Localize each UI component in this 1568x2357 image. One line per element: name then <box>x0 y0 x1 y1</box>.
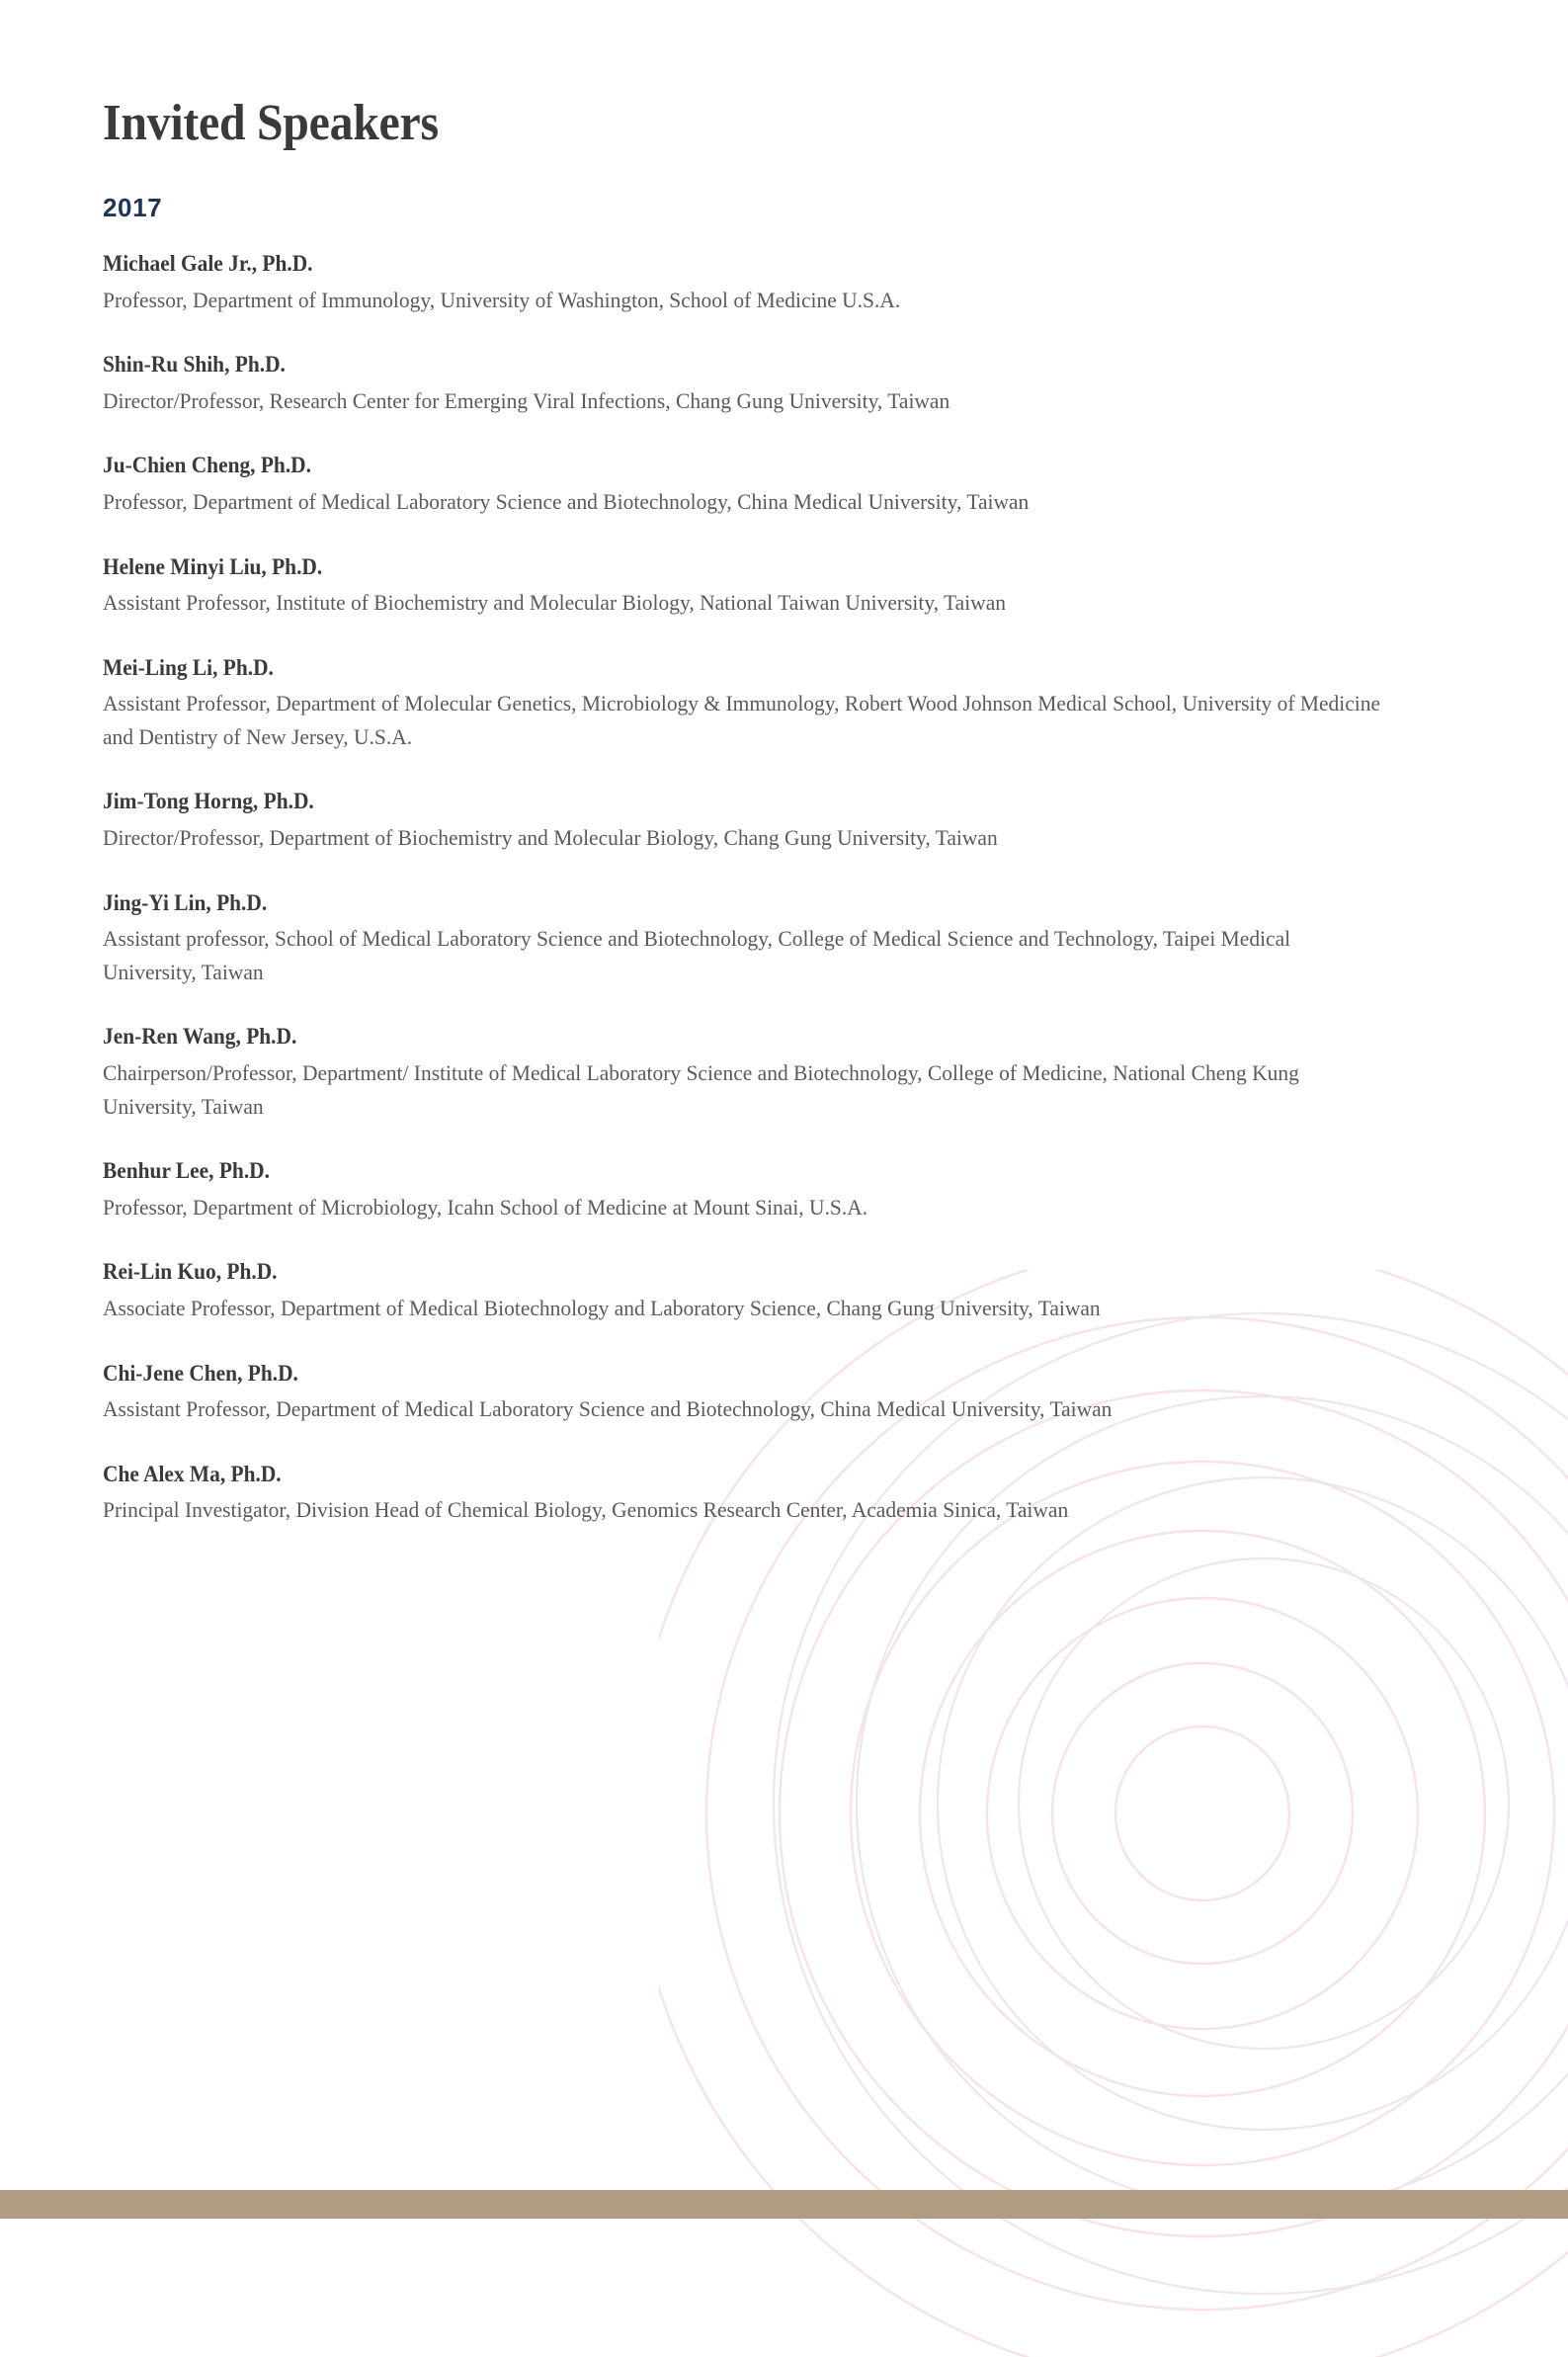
speaker-name: Rei-Lin Kuo, Ph.D. <box>103 1259 278 1285</box>
list-item <box>103 350 1449 417</box>
speaker-name: Shin-Ru Shih, Ph.D. <box>103 352 286 378</box>
speaker-name: Mei-Ling Li, Ph.D. <box>103 654 274 680</box>
speaker-name: Jing-Yi Lin, Ph.D. <box>103 889 268 915</box>
list-item <box>103 1359 1449 1426</box>
list-item <box>103 787 1449 854</box>
list-item <box>103 653 1449 754</box>
speaker-affiliation: Director/Professor, Department of Biochemistry and Molecular Biology, Chang Gung University, Taiwan <box>103 824 998 850</box>
year-heading-2017: 2017 <box>103 193 163 223</box>
list-item <box>103 888 1449 989</box>
speaker-name: Jim-Tong Horng, Ph.D. <box>103 789 314 814</box>
speaker-affiliation: Assistant professor, School of Medical Laboratory Science and Biotechnology, College of Medical Science and Technology, Taipei Medical University, Taiwan <box>103 925 1291 984</box>
speaker-name: Ju-Chien Cheng, Ph.D. <box>103 453 311 478</box>
page-title: Invited Speakers <box>103 95 439 151</box>
list-item <box>103 552 1449 620</box>
list-item <box>103 1257 1449 1324</box>
speaker-name: Benhur Lee, Ph.D. <box>103 1158 270 1184</box>
speaker-affiliation: Assistant Professor, Department of Molecular Genetics, Microbiology & Immunology, Robert Wood Johnson Medical School, University of Medicine and Dentistry of New Jersey, U.S.A. <box>103 690 1381 749</box>
speaker-name: Chi-Jene Chen, Ph.D. <box>103 1360 298 1386</box>
speaker-name: Jen-Ren Wang, Ph.D. <box>103 1024 297 1050</box>
list-item <box>103 249 1449 316</box>
speaker-name: Che Alex Ma, Ph.D. <box>103 1461 282 1486</box>
speaker-name: Helene Minyi Liu, Ph.D. <box>103 553 323 579</box>
speaker-affiliation: Assistant Professor, Department of Medical Laboratory Science and Biotechnology, China Medical University, Taiwan <box>103 1395 1113 1421</box>
speaker-affiliation: Assistant Professor, Institute of Biochemistry and Molecular Biology, National Taiwan University, Taiwan <box>103 589 1006 615</box>
speaker-name: Michael Gale Jr., Ph.D. <box>103 251 313 277</box>
list-item <box>103 451 1449 518</box>
speaker-list <box>103 249 1449 1527</box>
list-item <box>103 1022 1449 1123</box>
speaker-affiliation: Principal Investigator, Division Head of Chemical Biology, Genomics Research Center, Academia Sinica, Taiwan <box>103 1497 1069 1522</box>
speaker-affiliation: Professor, Department of Medical Laboratory Science and Biotechnology, China Medical University, Taiwan <box>103 488 1030 514</box>
list-item <box>103 1460 1449 1527</box>
speaker-affiliation: Associate Professor, Department of Medical Biotechnology and Laboratory Science, Chang Gung University, Taiwan <box>103 1295 1101 1320</box>
speaker-affiliation: Professor, Department of Immunology, University of Washington, School of Medicine U.S.A. <box>103 287 901 312</box>
speaker-affiliation: Director/Professor, Research Center for Emerging Viral Infections, Chang Gung University, Taiwan <box>103 387 950 413</box>
speaker-affiliation: Chairperson/Professor, Department/ Institute of Medical Laboratory Science and Biotechnology, College of Medicine, National Cheng Kung University, Taiwan <box>103 1059 1299 1119</box>
list-item <box>103 1156 1449 1223</box>
speaker-affiliation: Professor, Department of Microbiology, Icahn School of Medicine at Mount Sinai, U.S.A. <box>103 1194 868 1220</box>
footer-accent-bar <box>0 2190 1568 2219</box>
